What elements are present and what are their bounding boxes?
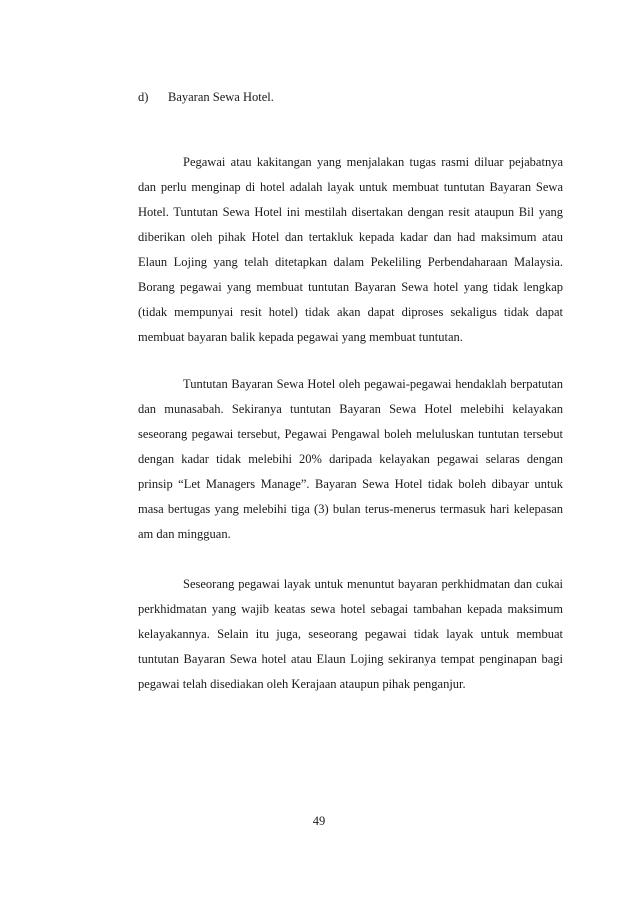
section-heading [138, 90, 274, 105]
section-title: Bayaran Sewa Hotel. [168, 90, 274, 104]
paragraph-2: Tuntutan Bayaran Sewa Hotel oleh pegawai-pegawai hendaklah berpatutan dan munasabah. Sekiranya tuntutan Bayaran Sewa Hotel melebihi kelayakan seseorang pegawai tersebut, Pegawai Pengawal boleh meluluskan tuntutan tersebut dengan kadar tidak melebihi 20% daripada kelayakan pegawai selaras dengan prinsip “Let Managers Manage”. Bayaran Sewa Hotel tidak boleh dibayar untuk masa bertugas yang melebihi tiga (3) bulan terus-menerus termasuk hari kelepasan am dan mingguan. [138, 377, 563, 541]
paragraph-3: Seseorang pegawai layak untuk menuntut bayaran perkhidmatan dan cukai perkhidmatan yang wajib keatas sewa hotel sebagai tambahan kepada maksimum kelayakannya. Selain itu juga, seseorang pegawai tidak layak untuk membuat tuntutan Bayaran Sewa hotel atau Elaun Lojing sekiranya tempat penginapan bagi pegawai telah disediakan oleh Kerajaan ataupun pihak penganjur. [138, 577, 563, 691]
section-marker: d) [138, 90, 149, 104]
paragraph-1: Pegawai atau kakitangan yang menjalakan tugas rasmi diluar pejabatnya dan perlu menginap di hotel adalah layak untuk membuat tuntutan Bayaran Sewa Hotel. Tuntutan Sewa Hotel ini mestilah disertakan dengan resit ataupun Bil yang diberikan oleh pihak Hotel dan tertakluk kepada kadar dan had maksimum atau Elaun Lojing yang telah ditetapkan dalam Pekeliling Perbendaharaan Malaysia. Borang pegawai yang membuat tuntutan Bayaran Sewa hotel yang tidak lengkap (tidak mempunyai resit hotel) tidak akan dapat diproses sekaligus tidak dapat membuat bayaran balik kepada pegawai yang membuat tuntutan. [138, 155, 563, 344]
page-number: 49 [312, 814, 326, 828]
